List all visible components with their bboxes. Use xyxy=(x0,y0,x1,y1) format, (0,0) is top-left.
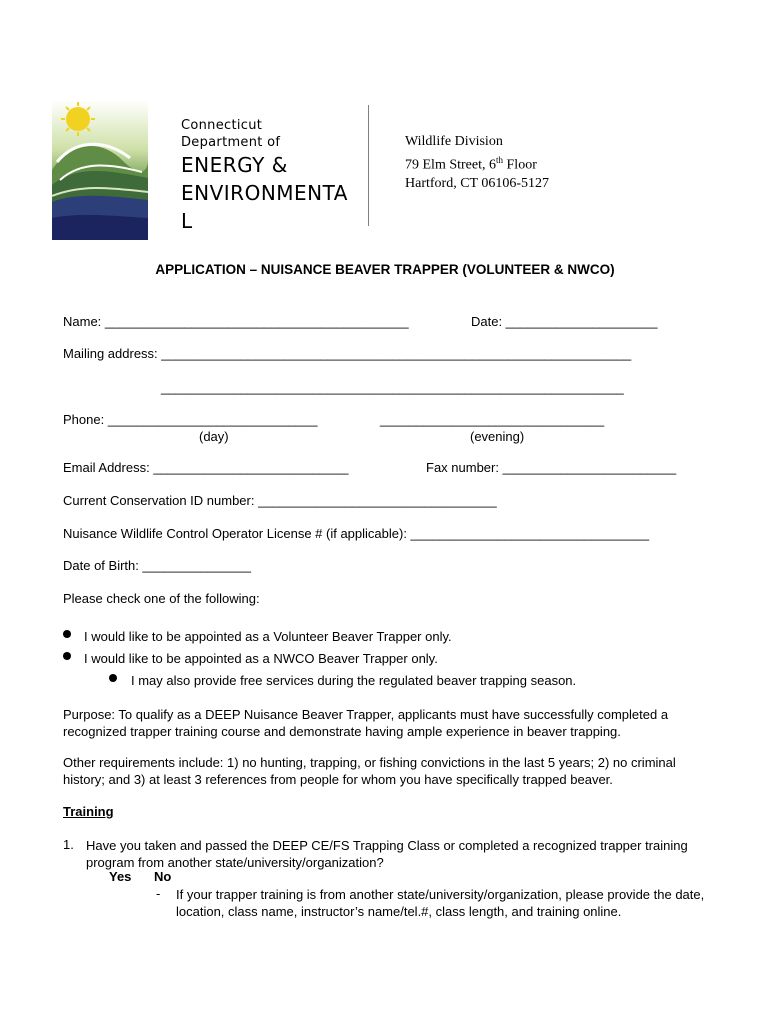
date-of-birth-field[interactable]: Date of Birth: _______________ xyxy=(63,558,251,573)
question-1-followup: If your trapper training is from another state/university/organization, please provide the date, location, class name, instructor’s name/tel.#, class length, and training online. xyxy=(176,887,705,919)
mailing-address-line-2[interactable]: ________________________________________________________________ xyxy=(161,380,624,395)
address-line-3: Hartford, CT 06106-5127 xyxy=(405,175,549,191)
agency-name xyxy=(181,117,351,235)
fax-field[interactable]: Fax number: ________________________ xyxy=(426,460,677,475)
agency-line-3: ENERGY & xyxy=(181,153,288,177)
requirements-paragraph: Other requirements include: 1) no hunting, trapping, or fishing convictions in the last 5 years; 2) no criminal history; and 3) at least 3 references from people for whom you have specifically trapped beaver. xyxy=(63,755,676,787)
sun-icon xyxy=(61,102,95,136)
nwco-license-field[interactable]: Nuisance Wildlife Control Operator License # (if applicable): _________________________________ xyxy=(63,526,650,541)
header-divider xyxy=(368,105,369,226)
mailing-address-field[interactable]: Mailing address: _________________________________________________________________ xyxy=(63,346,632,361)
option-2-checkbox[interactable] xyxy=(63,652,71,660)
date-field[interactable]: Date: _____________________ xyxy=(471,314,658,329)
question-1-text: Have you taken and passed the DEEP CE/FS Trapping Class or completed a recognized trapper training program from another state/university/organization? xyxy=(86,838,688,870)
division-address xyxy=(405,133,549,193)
page-title: APPLICATION – NUISANCE BEAVER TRAPPER (VOLUNTEER & NWCO) xyxy=(155,262,615,277)
yes-option[interactable]: Yes xyxy=(109,869,132,884)
option-3-label: I may also provide free services during the regulated beaver trapping season. xyxy=(131,673,577,688)
email-field[interactable]: Email Address: ___________________________ xyxy=(63,460,349,475)
purpose-paragraph: Purpose: To qualify as a DEEP Nuisance Beaver Trapper, applicants must have successfully completed a recognized trapper training course and demonstrate having ample experience in beaver trapping. xyxy=(63,707,669,739)
option-2-label: I would like to be appointed as a NWCO Beaver Trapper only. xyxy=(84,651,438,666)
question-1-number: 1. xyxy=(63,837,74,852)
conservation-id-field[interactable]: Current Conservation ID number: _________________________________ xyxy=(63,493,497,508)
agency-line-2: Department of xyxy=(181,135,281,150)
phone-day-field[interactable]: Phone: _____________________________ xyxy=(63,412,318,427)
options-prompt: Please check one of the following: xyxy=(63,591,260,606)
address-line-2: 79 Elm Street, 6th Floor xyxy=(405,155,537,173)
phone-evening-field[interactable]: _______________________________ xyxy=(380,412,605,427)
followup-dash: - xyxy=(156,886,161,901)
name-field[interactable]: Name: __________________________________________ xyxy=(63,314,409,329)
phone-day-label: (day) xyxy=(199,429,229,444)
no-option[interactable]: No xyxy=(154,869,172,884)
agency-line-1: Connecticut xyxy=(181,118,263,133)
phone-evening-label: (evening) xyxy=(470,429,525,444)
option-3-checkbox[interactable] xyxy=(109,674,117,682)
address-line-1: Wildlife Division xyxy=(405,134,503,149)
option-1-label: I would like to be appointed as a Volunteer Beaver Trapper only. xyxy=(84,629,452,644)
agency-line-4: ENVIRONMENTAL xyxy=(181,181,348,233)
option-1-checkbox[interactable] xyxy=(63,630,71,638)
training-heading: Training xyxy=(63,804,114,819)
deep-logo xyxy=(52,100,148,240)
